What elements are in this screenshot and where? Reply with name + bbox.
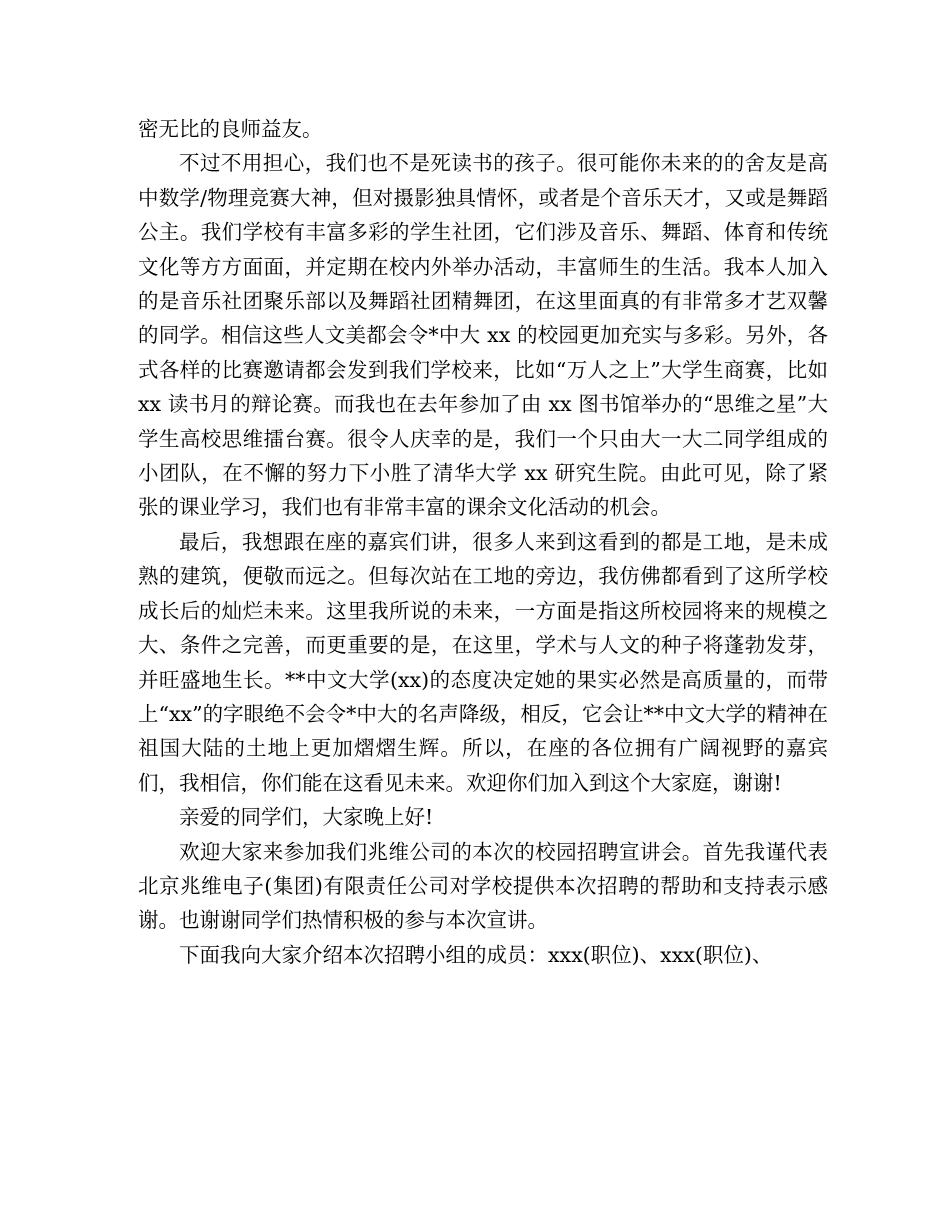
paragraph-1: 密无比的良师益友。 [138,117,323,141]
paragraph-2: 不过不用担心，我们也不是死读书的孩子。很可能你未来的的舍友是高中数学/物理竞赛大神，但对摄影独具情怀，或者是个音乐天才，又或是舞蹈公主。我们学校有丰富多彩的学生社团，它们涉及音乐、舞蹈、体育和传统文化等方方面面，并定期在校内外举办活动，丰富师生的生活。我本人加入的是音乐社团聚乐部以及舞蹈社团精舞团，在这里面真的有非常多才艺双馨的同学。相信这些人文美都会令*中大 xx 的校园更加充实与多彩。另外，各式各样的比赛邀请都会发到我们学校来，比如“万人之上”大学生商赛，比如 xx 读书月的辩论赛。而我也在去年参加了由 xx 图书馆举办的“思维之星”大学生高校思维擂台赛。很令人庆幸的是，我们一个只由大一大二同学组成的小团队，在不懈的努力下小胜了清华大学 xx 研究生院。由此可见，除了紧张的课业学习，我们也有非常丰富的课余文化活动的机会。 [138,151,828,520]
paragraph-4: 亲爱的同学们，大家晚上好! [179,805,434,830]
document-body [138,112,828,972]
paragraph-5: 欢迎大家来参加我们兆维公司的本次的校园招聘宣讲会。首先我谨代表北京兆维电子(集团)有限责任公司对学校提供本次招聘的帮助和支持表示感谢。也谢谢同学们热情积极的参与本次宣讲。 [138,839,828,933]
paragraph-3: 最后，我想跟在座的嘉宾们讲，很多人来到这看到的都是工地，是未成熟的建筑，便敬而远之。但每次站在工地的旁边，我仿佛都看到了这所学校成长后的灿烂未来。这里我所说的未来，一方面是指这所校园将来的规模之大、条件之完善，而更重要的是，在这里，学术与人文的种子将蓬勃发芽，并旺盛地生长。**中文大学(xx)的态度决定她的果实必然是高质量的，而带上“xx”的字眼绝不会令*中大的名声降级，相反，它会让**中文大学的精神在祖国大陆的土地上更加熠熠生辉。所以，在座的各位拥有广阔视野的嘉宾们，我相信，你们能在这看见未来。欢迎你们加入到这个大家庭，谢谢! [138,529,828,795]
paragraph-6: 下面我向大家介绍本次招聘小组的成员：xxx(职位)、xxx(职位)、 [179,942,773,967]
